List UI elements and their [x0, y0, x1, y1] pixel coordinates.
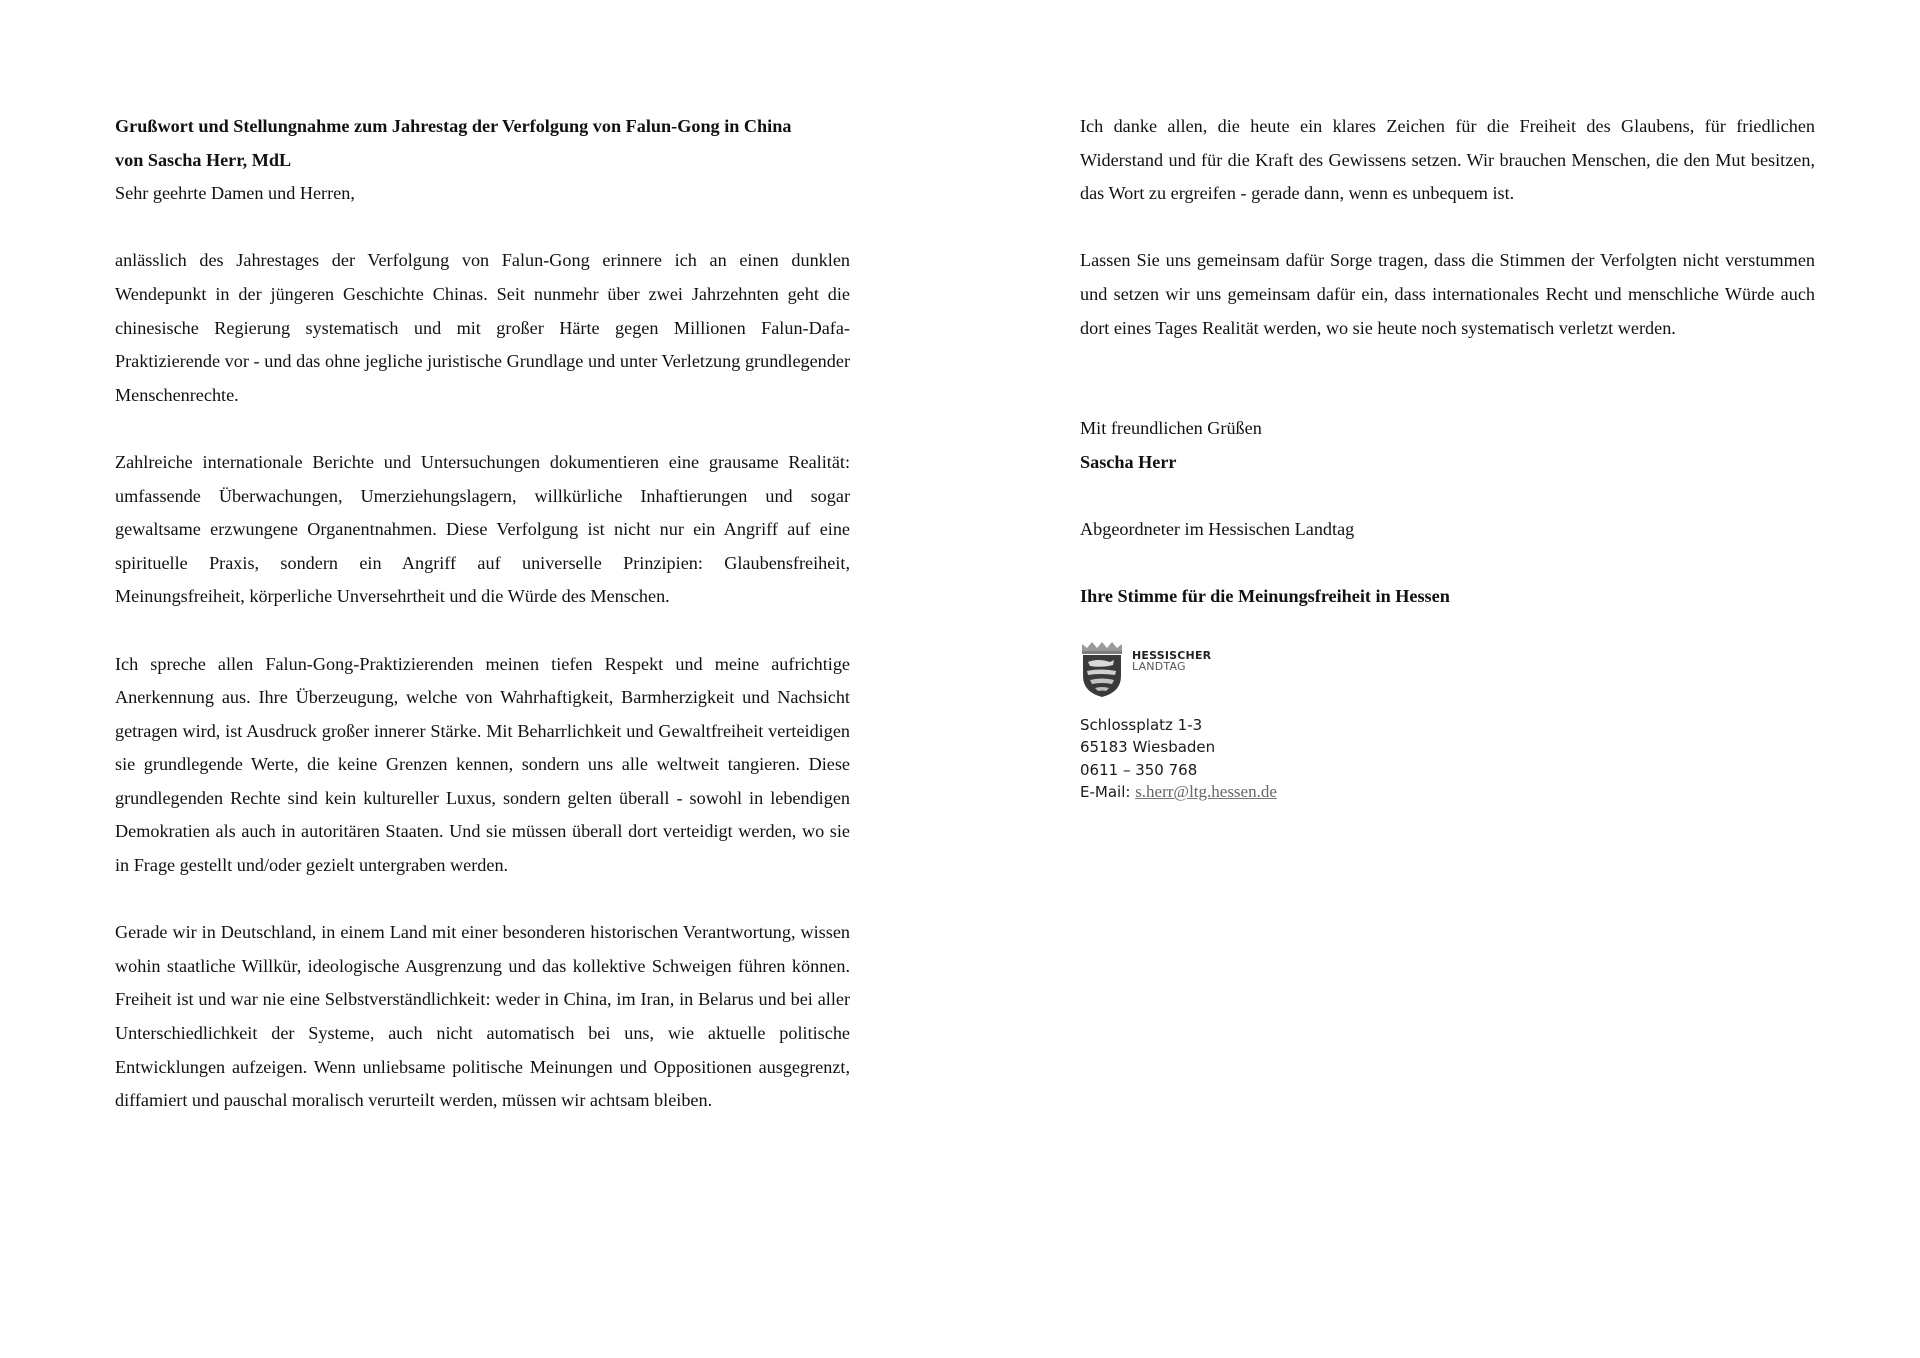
- contact-phone: 0611 – 350 768: [1080, 760, 1198, 779]
- email-link[interactable]: s.herr@ltg.hessen.de: [1135, 782, 1277, 802]
- closing-greeting: Mit freundlichen Grüßen: [1080, 418, 1262, 439]
- letter-title-line2: von Sascha Herr, MdL: [115, 149, 292, 170]
- left-column: [115, 110, 850, 1118]
- address-city: 65183 Wiesbaden: [1080, 738, 1216, 757]
- email-label: E-Mail:: [1080, 783, 1136, 802]
- logo-text-landtag: LANDTAG: [1132, 659, 1186, 673]
- contact-block: [1080, 714, 1815, 804]
- paragraph-reports: Zahlreiche internationale Berichte und Untersuchungen dokumentieren eine grausame Realität: umfassende Überwachungen, Umerziehungslagern, willkürliche Inhaftierungen und sogar gewaltsame erzwungene Organentnahmen. Diese Verfolgung ist nicht nur ein Angriff auf eine spirituelle Praxis, sondern ein Angriff auf universelle Prinzipien: Glaubensfreiheit, Meinungsfreiheit, körperliche Unversehrtheit und die Würde des Menschen.: [115, 451, 850, 607]
- address-street: Schlossplatz 1-3: [1080, 715, 1203, 734]
- paragraph-appeal: Lassen Sie uns gemeinsam dafür Sorge tragen, dass die Stimmen der Verfolgten nicht verstummen und setzen wir uns gemeinsam dafür ein, dass internationales Recht und menschliche Würde auch dort eines Tages Realität werden, wo sie heute noch systematisch verletzt werden.: [1080, 250, 1815, 338]
- letter-title-line1: Grußwort und Stellungnahme zum Jahrestag der Verfolgung von Falun-Gong in China: [115, 116, 792, 136]
- paragraph-thanks: Ich danke allen, die heute ein klares Zeichen für die Freiheit des Glaubens, für friedlichen Widerstand und für die Kraft des Gewissens setzen. Wir brauchen Menschen, die den Mut besitzen, das Wort zu ergreifen - gerade dann, wenn es unbequem ist.: [1080, 116, 1815, 204]
- paragraph-respect: Ich spreche allen Falun-Gong-Praktizierenden meinen tiefen Respekt und meine aufrichtige Anerkennung aus. Ihre Überzeugung, welche von Wahrhaftigkeit, Barmherzigkeit und Nachsicht getragen wird, ist Ausdruck großer innerer Stärke. Mit Beharrlichkeit und Gewaltfreiheit verteidigen sie grundlegende Werte, die keine Grenzen kennen, sondern uns alle weltweit tangieren. Diese grundlegenden Rechte sind kein kultureller Luxus, sondern gelten überall - sowohl in lebendigen Demokratien als auch in autoritären Staaten. Und sie müssen überall dort verteidigt werden, wo sie in Frage gestellt und/oder gezielt untergraben werden.: [115, 653, 850, 876]
- paragraph-anniversary: anlässlich des Jahrestages der Verfolgung von Falun-Gong erinnere ich an einen dunklen Wendepunkt in der jüngeren Geschichte Chinas. Seit nunmehr über zwei Jahrzehnten geht die chinesische Regierung systematisch und mit großer Härte gegen Millionen Falun-Dafa-Praktizierende vor - und das ohne jegliche juristische Grundlage und unter Verletzung grundlegender Menschenrechte.: [115, 250, 850, 405]
- closing-block: [1080, 412, 1815, 614]
- hessen-coat-of-arms-icon: [1080, 640, 1124, 698]
- paragraph-germany: Gerade wir in Deutschland, in einem Land mit einer besonderen historischen Verantwortung, wissen wohin staatliche Willkür, ideologische Ausgrenzung und das kollektive Schweigen führen können. Freiheit ist und war nie eine Selbstverständlichkeit: weder in China, im Iran, in Belarus und bei aller Unterschiedlichkeit der Systeme, auch nicht automatisch bei uns, wie aktuelle politische Entwicklungen aufzeigen. Wenn unliebsame politische Meinungen und Oppositionen ausgegrenzt, diffamiert und pauschal moralisch verurteilt werden, müssen wir achtsam bleiben.: [115, 922, 850, 1111]
- logo-text: [1132, 650, 1211, 672]
- landtag-logo: [1080, 640, 1815, 702]
- signature-name: Sascha Herr: [1080, 451, 1177, 472]
- salutation: Sehr geehrte Damen und Herren,: [115, 183, 355, 204]
- slogan: Ihre Stimme für die Meinungsfreiheit in Hessen: [1080, 586, 1450, 607]
- contact-email-row: [1080, 781, 1815, 804]
- right-column: [1080, 110, 1815, 804]
- signature-role: Abgeordneter im Hessischen Landtag: [1080, 518, 1355, 539]
- logo-text-hessischer: HESSISCHER: [1132, 648, 1212, 662]
